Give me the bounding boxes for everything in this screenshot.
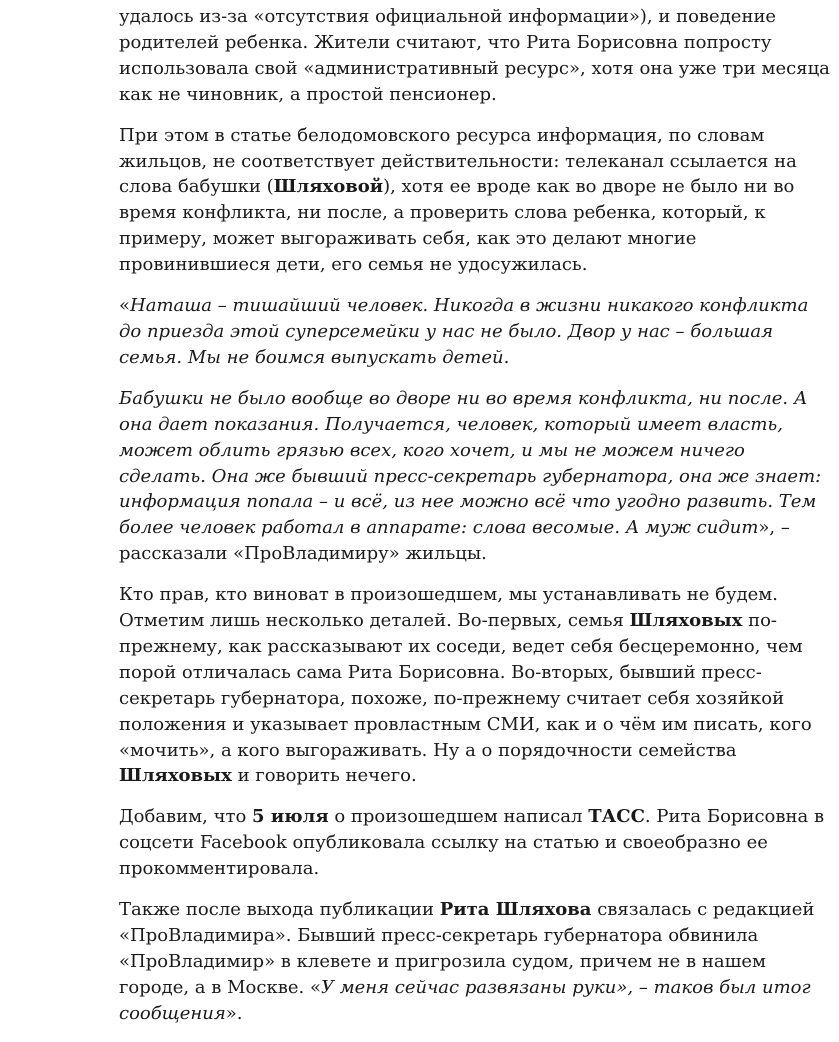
paragraph-text: о произошедшем написал xyxy=(328,806,589,828)
paragraph-text: по-прежнему, как рассказывают их соседи, ведет себя бесцеремонно, чем порой отличалась сама Рита Борисовна. Во-вторых, бывший пресс-секретарь губернатора, похоже, по-прежнему считает себя хозяйкой положения и указывает провластным СМИ, как и о чём им писать, кого «мочить», а кого выгораживать. Ну а о порядочности семейства xyxy=(119,610,812,761)
quote-text: Бабушки не было вообще во дворе ни во время конфликта, ни после. А она дает показания. Получается, человек, который имеет власть, может облить грязью всех, кого хочет, и мы не можем ничего сделать. Она же бывший пресс-секретарь губернатора, она же знает: информация попала – и всё, из нее можно всё что угодно развить. Тем более человек работал в аппарате: слова весомые. А муж сидит xyxy=(119,387,822,539)
quote-text: У меня сейчас развязаны руки», – таков был итог сообщения xyxy=(119,976,811,1024)
paragraph-text: и говорить нечего. xyxy=(231,765,417,787)
paragraph-5 xyxy=(119,582,835,789)
quote-text: Наташа – тишайший человек. Никогда в жизни никакого конфликта до приезда этой суперсемейки у нас не было. Двор у нас – большая семья. Мы не боимся выпускать детей. xyxy=(119,295,809,368)
article-body xyxy=(119,4,835,1042)
paragraph-7 xyxy=(119,897,835,1027)
quote-open-mark: « xyxy=(119,295,131,317)
bold-name-shlyakhova: Шляховой xyxy=(273,176,384,198)
paragraph-text: удалось из-за «отсутствия официальной информации»), и поведение родителей ребенка. Жители считают, что Рита Борисовна попросту использовала свой «административный ресурс», хотя она уже три месяца как не чиновник, а простой пенсионер. xyxy=(119,6,830,105)
paragraph-2 xyxy=(119,123,835,278)
quote-attribution: », – рассказали «ПроВладимиру» жильцы. xyxy=(119,517,790,565)
paragraph-text: ». xyxy=(225,1002,243,1024)
paragraph-text: ), хотя ее вроде как во дворе не было ни во время конфликта, ни после, а проверить слова ребенка, который, к примеру, может выгораживать себя, как это делают многие провинившиеся дети, его семья не удосужилась. xyxy=(119,176,795,276)
bold-name-rita-shlyakhova: Рита Шляхова xyxy=(439,899,592,921)
bold-name-shlyakhovykh: Шляховых xyxy=(119,765,232,787)
quote-paragraph-1 xyxy=(119,293,835,371)
paragraph-text: . Рита Борисовна в соцсети Facebook опубликовала ссылку на статью и своеобразно ее прокомментировала. xyxy=(119,806,825,880)
bold-name-shlyakhovykh: Шляховых xyxy=(629,610,743,632)
paragraph-text: связалась с редакцией «ПроВладимира». Бывший пресс-секретарь губернатора обвинила «ПроВладимир» в клевете и пригрозила судом, причем не в нашем городе, а в Москве. « xyxy=(119,899,815,998)
paragraph-text: Добавим, что xyxy=(119,806,253,828)
bold-date: 5 июля xyxy=(252,806,329,828)
paragraph-text: При этом в статье белодомовского ресурса информация, по словам жильцов, не соответствует действительности: телеканал ссылается на слова бабушки ( xyxy=(119,124,797,198)
paragraph-text: Кто прав, кто виноват в произошедшем, мы устанавливать не будем. Отметим лишь несколько деталей. Во-первых, семья xyxy=(119,584,779,632)
paragraph-1 xyxy=(119,4,835,108)
quote-paragraph-2 xyxy=(119,386,835,567)
paragraph-text: Также после выхода публикации xyxy=(119,899,440,921)
bold-agency-tass: ТАСС xyxy=(588,806,645,828)
paragraph-6 xyxy=(119,804,835,882)
